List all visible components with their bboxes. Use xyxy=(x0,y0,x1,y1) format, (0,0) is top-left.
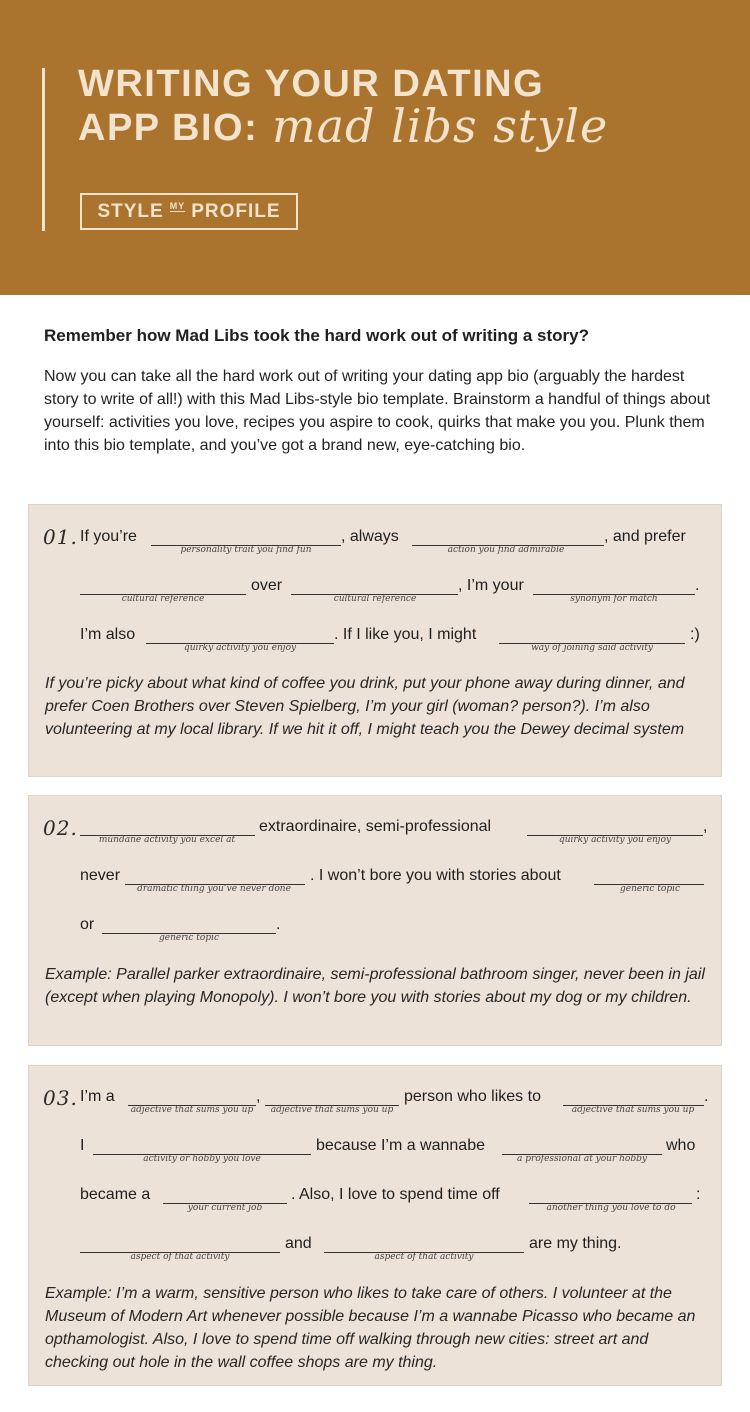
template-text: over xyxy=(251,577,283,594)
template-text: : xyxy=(696,1186,701,1203)
brand-left: STYLE xyxy=(97,200,164,222)
template-card-2 xyxy=(28,795,722,1046)
template-text: are my thing. xyxy=(529,1235,622,1252)
blank-hint: generic topic xyxy=(619,884,681,894)
header-banner xyxy=(0,0,750,295)
example-text: Example: I’m a warm, sensitive person who likes to take care of others. I volunteer at the Museum of Modern Art whenever possible because I’m a wannabe Picasso who became an opthamologist. Also, I love to spend time off walking through new cities: street art and checking out hole in the wall coffee shops are my thing. xyxy=(45,1285,696,1371)
template-text: . I won’t bore you with stories about xyxy=(310,867,561,884)
template-text: If you’re xyxy=(80,528,137,545)
blank-hint: adjective that sums you up xyxy=(130,1105,254,1115)
template-text: . Also, I love to spend time off xyxy=(291,1186,500,1203)
blank-hint: a professional at your hobby xyxy=(517,1154,647,1164)
blank-hint: your current job xyxy=(187,1203,263,1213)
example-text: If you’re picky about what kind of coffee you drink, put your phone away during dinner, and prefer Coen Brothers over Steven Spielberg, I’m your girl (woman? person?). I’m also volunteering at my local library. If we hit it off, I might teach you the Dewey decimal system xyxy=(45,675,685,738)
template-text: . If I like you, I might xyxy=(334,626,477,643)
blank-hint: dramatic thing you’ve never done xyxy=(137,884,291,894)
header-divider xyxy=(42,68,45,231)
template-text: I’m also xyxy=(80,626,136,643)
blank-hint: mundane activity you excel at xyxy=(98,835,236,845)
template-number: 03. xyxy=(43,1086,78,1110)
blank-hint: synonym for match xyxy=(570,594,658,604)
template-number: 01. xyxy=(43,525,78,549)
blank-hint: generic topic xyxy=(158,933,220,943)
template-text: :) xyxy=(690,626,700,643)
brand-right: PROFILE xyxy=(191,200,281,222)
title-line-1: WRITING YOUR DATING xyxy=(78,63,545,105)
template-card-3 xyxy=(28,1065,722,1386)
blank-hint: adjective that sums you up xyxy=(571,1105,695,1115)
template-text: . xyxy=(276,916,281,933)
blank-hint: another thing you love to do xyxy=(546,1203,676,1213)
template-text: , xyxy=(703,818,708,835)
template-text: , always xyxy=(341,528,399,545)
blank-hint: way of joining said activity xyxy=(531,643,653,653)
template-number: 02. xyxy=(43,816,78,840)
blank-hint: quirky activity you enjoy xyxy=(558,835,672,845)
template-text: or xyxy=(80,916,95,933)
template-text: who xyxy=(666,1137,696,1154)
example-text: Example: Parallel parker extraordinaire, semi-professional bathroom singer, never been in jail (except when playing Monopoly). I won’t bore you with stories about my dog or my children. xyxy=(45,966,705,1006)
blank-hint: activity or hobby you love xyxy=(143,1154,261,1164)
template-text: because I’m a wannabe xyxy=(316,1137,485,1154)
template-text: I’m a xyxy=(80,1088,115,1105)
blank-hint: adjective that sums you up xyxy=(270,1105,394,1115)
title-line-2: APP BIO: xyxy=(78,107,259,149)
blank-hint: quirky activity you enjoy xyxy=(183,643,297,653)
template-text: and xyxy=(285,1235,312,1252)
template-text: , and prefer xyxy=(604,528,686,545)
template-text: never xyxy=(80,867,121,884)
intro-body: Now you can take all the hard work out of writing your dating app bio (arguably the hardest story to write of all!) with this Mad Libs-style bio template. Brainstorm a handful of things about yourself: activities you love, recipes you aspire to cook, quirks that make you you. Plunk them into this bio template, and you’ve got a brand new, eye-catching bio. xyxy=(44,368,711,454)
template-text: I xyxy=(80,1137,85,1154)
brand-my: MY xyxy=(169,200,186,211)
brand-logo xyxy=(80,193,298,230)
intro-title: Remember how Mad Libs took the hard work out of writing a story? xyxy=(44,326,589,345)
blank-hint: aspect of that activity xyxy=(130,1252,230,1262)
template-text: became a xyxy=(80,1186,151,1203)
blank-hint: cultural reference xyxy=(333,594,417,604)
template-text: . xyxy=(704,1088,709,1105)
template-text: , xyxy=(256,1088,261,1105)
template-text: , I’m your xyxy=(458,577,524,594)
template-card-1 xyxy=(28,504,722,777)
template-text: extraordinaire, semi-professional xyxy=(259,818,492,835)
template-text: person who likes to xyxy=(404,1088,541,1105)
blank-hint: personality trait you find fun xyxy=(180,545,312,555)
blank-hint: aspect of that activity xyxy=(374,1252,474,1262)
template-text: . xyxy=(695,577,700,594)
blank-hint: cultural reference xyxy=(121,594,205,604)
title-script: mad libs style xyxy=(272,99,609,153)
blank-hint: action you find admirable xyxy=(447,545,565,555)
